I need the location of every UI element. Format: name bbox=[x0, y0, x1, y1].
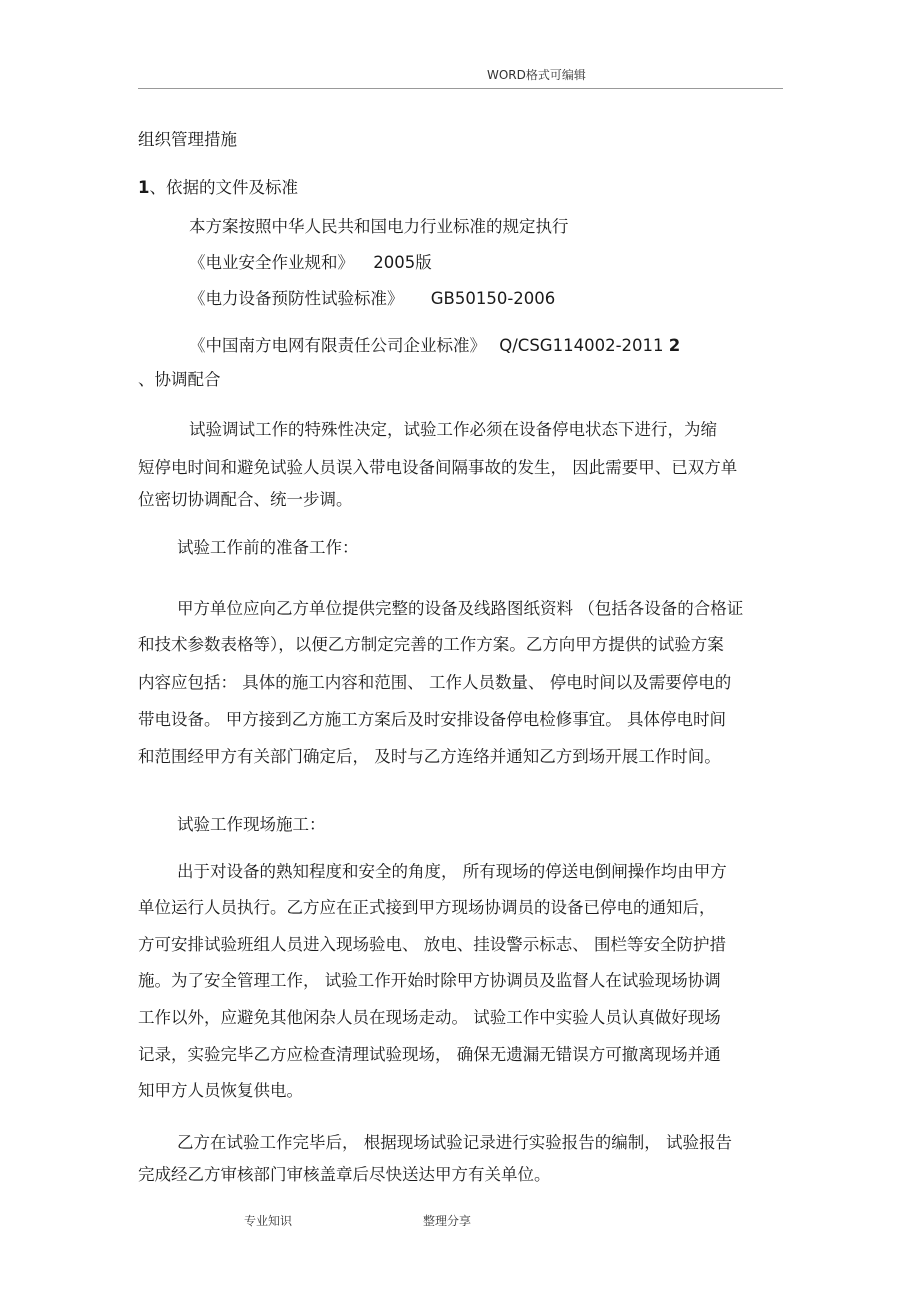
section1-heading-text: 、依据的文件及标准 bbox=[149, 178, 298, 197]
site-heading: 试验工作现场施工： bbox=[177, 815, 326, 834]
paragraph-line: 单位运行人员执行。乙方应在正式接到甲方现场协调员的设备已停电的通知后， bbox=[138, 898, 716, 917]
standard-name: 《电业安全作业规和》 bbox=[189, 253, 354, 272]
standard-code: GB50150-2006 bbox=[430, 289, 556, 308]
paragraph-line: 方可安排试验班组人员进入现场验电、 放电、挂设警示标志、 围栏等安全防护措 bbox=[138, 935, 726, 954]
section1-number: 1 bbox=[138, 178, 150, 197]
footer-left: 专业知识 bbox=[244, 1214, 293, 1228]
paragraph-line: 出于对设备的熟知程度和安全的角度， 所有现场的停送电倒闸操作均由甲方 bbox=[177, 862, 727, 881]
paragraph-line: 记录，实验完毕乙方应检查清理试验现场， 确保无遗漏无错误方可撤离现场并通 bbox=[138, 1045, 721, 1064]
paragraph-line: 内容应包括： 具体的施工内容和范围、 工作人员数量、 停电时间以及需要停电的 bbox=[138, 673, 732, 692]
paragraph-line: 和范围经甲方有关部门确定后， 及时与乙方连络并通知乙方到场开展工作时间。 bbox=[138, 747, 721, 766]
standard-code: 2005版 bbox=[373, 253, 432, 272]
paragraph-line: 和技术参数表格等），以便乙方制定完善的工作方案。乙方向甲方提供的试验方案 bbox=[138, 635, 724, 654]
standard-name: 《电力设备预防性试验标准》 bbox=[189, 289, 404, 308]
standard-item bbox=[189, 291, 555, 308]
paragraph-line: 乙方在试验工作完毕后， 根据现场试验记录进行实验报告的编制， 试验报告 bbox=[177, 1133, 732, 1152]
paragraph-line: 试验调试工作的特殊性决定，试验工作必须在设备停电状态下进行，为缩 bbox=[189, 420, 717, 439]
footer-right: 整理分享 bbox=[423, 1214, 472, 1228]
prep-heading: 试验工作前的准备工作： bbox=[177, 538, 359, 557]
standard-name: 《中国南方电网有限责任公司企业标准》 bbox=[189, 336, 486, 355]
document-title: 组织管理措施 bbox=[138, 130, 237, 149]
paragraph-line: 甲方单位应向乙方单位提供完整的设备及线路图纸资料 （包括各设备的合格证 bbox=[177, 599, 744, 618]
paragraph-line: 完成经乙方审核部门审核盖章后尽快送达甲方有关单位。 bbox=[138, 1165, 551, 1184]
section2-number: 2 bbox=[668, 336, 681, 355]
paragraph-line: 施。为了安全管理工作， 试验工作开始时除甲方协调员及监督人在试验现场协调 bbox=[138, 971, 721, 990]
standard-item bbox=[189, 338, 680, 355]
standard-item bbox=[189, 255, 432, 272]
paragraph-line: 知甲方人员恢复供电。 bbox=[138, 1081, 303, 1100]
paragraph-line: 工作以外，应避免其他闲杂人员在现场走动。 试验工作中实验人员认真做好现场 bbox=[138, 1008, 721, 1027]
page-header: WORD格式可编辑 bbox=[487, 68, 586, 82]
section1-heading bbox=[138, 180, 298, 197]
section1-intro: 本方案按照中华人民共和国电力行业标准的规定执行 bbox=[189, 217, 569, 236]
paragraph-line: 带电设备。 甲方接到乙方施工方案后及时安排设备停电检修事宜。 具体停电时间 bbox=[138, 710, 726, 729]
paragraph-line: 短停电时间和避免试验人员误入带电设备间隔事故的发生， 因此需要甲、已双方单 bbox=[138, 458, 738, 477]
section2-heading: 、协调配合 bbox=[138, 370, 221, 389]
paragraph-line: 位密切协调配合、统一步调。 bbox=[138, 490, 353, 509]
standard-code: Q/CSG114002-2011 bbox=[499, 336, 664, 355]
header-rule bbox=[138, 88, 783, 89]
